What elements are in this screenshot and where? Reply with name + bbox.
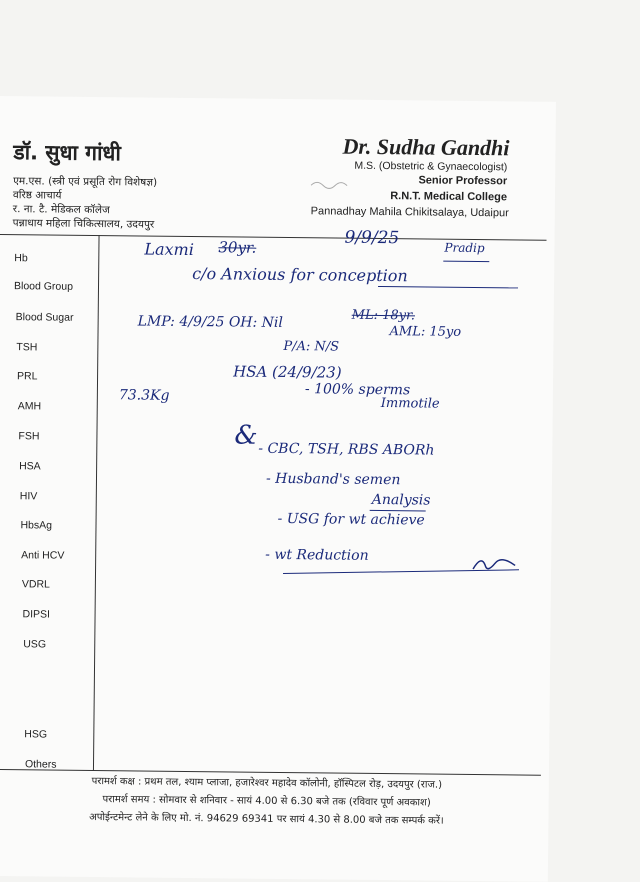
test-list: [0, 234, 99, 769]
doctor-name-english: Dr. Sudha Gandhi: [342, 133, 510, 161]
test-label: HbsAg: [20, 519, 53, 532]
college-hindi: र. ना. टै. मेडिकल कॉलेज: [12, 203, 110, 217]
test-label: PRL: [17, 370, 38, 383]
visit-date: 9/9/25: [344, 227, 400, 249]
doctor-degree-hindi: एम.एस. (स्त्री एवं प्रसूति रोग विशेषज्ञ): [13, 175, 158, 189]
test-label: Anti HCV: [21, 549, 65, 562]
test-label: Others: [24, 758, 57, 771]
test-label: TSH: [16, 341, 38, 354]
per-abdomen: P/A: N/S: [283, 338, 340, 355]
semen-result: - 100% sperms: [304, 381, 411, 399]
test-label: Blood Sugar: [15, 311, 74, 324]
test-label: FSH: [18, 430, 40, 443]
patient-weight: 73.3Kg: [118, 387, 170, 404]
advice-usg: - USG for wt achieve: [277, 510, 425, 529]
footer: [0, 772, 541, 832]
test-label: AMH: [17, 400, 42, 413]
faint-stamp-mark: [309, 177, 349, 191]
footer-appointment: अपोईन्टमेन्ट लेने के लिए मो. नं. 94629 69341 पर सायं 4.30 से 8.00 बजे तक सम्पर्क करें।: [89, 811, 444, 827]
marriage-life: ML: 18yr.: [351, 307, 416, 324]
patient-age: 30yr.: [218, 238, 257, 257]
doctor-title-hindi: वरिष्ठ आचार्य: [12, 189, 62, 202]
semen-result-detail: Immotile: [380, 396, 440, 412]
husband-name: Pradip: [444, 240, 485, 256]
college-english: R.N.T. Medical College: [390, 190, 508, 204]
doctor-title-english: Senior Professor: [418, 174, 508, 188]
advice-semen-analysis: Analysis: [371, 491, 431, 509]
active-marriage-life: AML: 15yo: [389, 324, 462, 340]
test-label: Hb: [14, 252, 28, 265]
test-label: HSG: [24, 728, 48, 741]
test-label: HIV: [19, 490, 38, 503]
test-label: Blood Group: [13, 280, 74, 293]
patient-name: Laxmi: [144, 239, 194, 260]
test-label: HSA: [19, 460, 41, 473]
chief-complaint: c/o Anxious for conception: [192, 264, 408, 286]
test-label: DIPSI: [22, 608, 51, 621]
doctor-name-hindi: डॉ. सुधा गांधी: [13, 140, 121, 166]
footer-timing: परामर्श समय : सोमवार से शनिवार - सायं 4.00 से 6.30 बजे तक (रविवार पूर्ण अवकाश): [102, 794, 431, 809]
advice-semen: - Husband's semen: [265, 470, 401, 489]
test-label: USG: [23, 638, 47, 651]
doctor-degree-english: M.S. (Obstetric & Gynaecologist): [354, 159, 508, 174]
semen-analysis-date: HSA (24/9/23): [233, 362, 342, 382]
signature-mark: [467, 549, 523, 578]
advice-blood-tests: - CBC, TSH, RBS ABORh: [258, 440, 435, 459]
prescription-sheet: [0, 96, 556, 882]
hospital-english: Pannadhay Mahila Chikitsalaya, Udaipur: [310, 205, 509, 220]
advice-weight-reduction: - wt Reduction: [265, 546, 369, 564]
hospital-hindi: पन्नाधाय महिला चिकित्सालय, उदयपुर: [12, 217, 155, 231]
lmp-history: LMP: 4/9/25 OH: Nil: [137, 313, 284, 331]
test-label: VDRL: [21, 578, 50, 591]
rx-symbol: &: [234, 420, 258, 451]
footer-address: परामर्श कक्ष : प्रथम तल, श्याम प्लाजा, हजारेश्वर महादेव कॉलोनी, हॉस्पिटल रोड़, उदयपुर (राज.): [91, 775, 443, 791]
